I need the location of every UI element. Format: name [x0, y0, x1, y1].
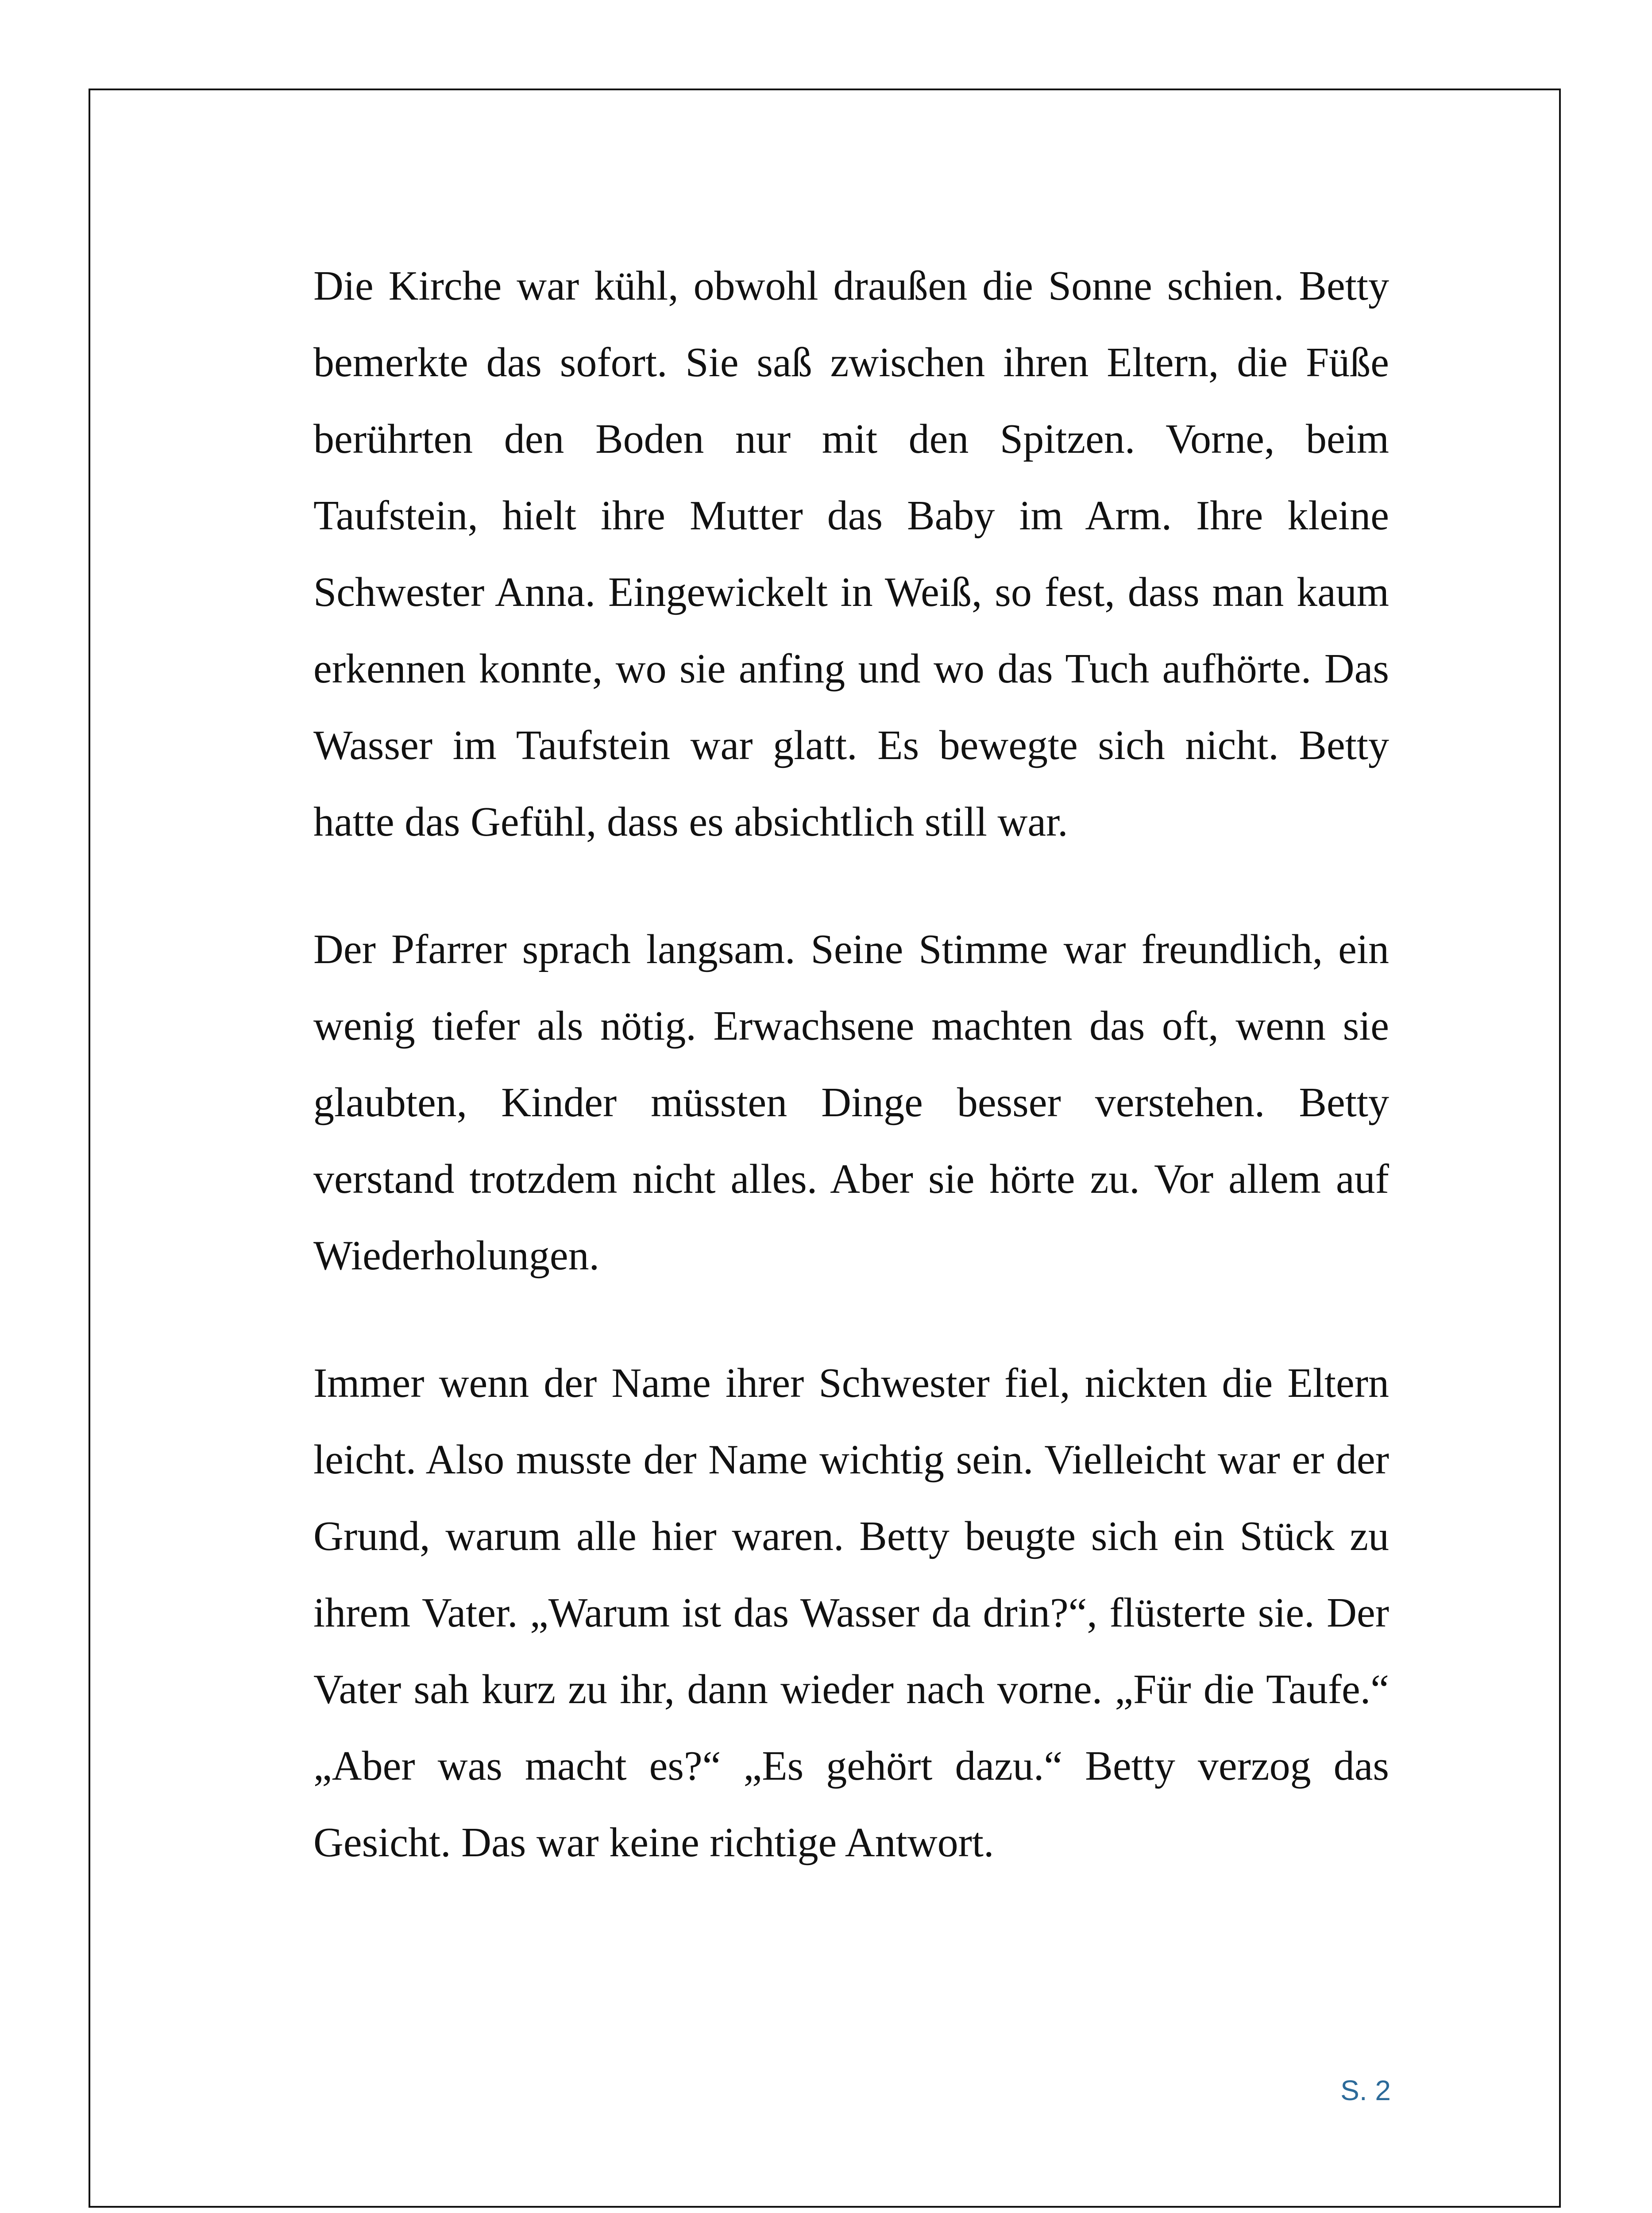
- page-number: S. 2: [1340, 2074, 1391, 2106]
- text-column: [313, 248, 1389, 1881]
- paragraph-1: Die Kirche war kühl, obwohl draußen die Sonne schien. Betty bemerkte das sofort. Sie saß zwischen ihren Eltern, die Füße berührten den Boden nur mit den Spitzen. Vorne, beim Taufstein, hielt ihre Mutter das Baby im Arm. Ihre kleine Schwester Anna. Eingewickelt in Weiß, so fest, dass man kaum erkennen konnte, wo sie anfing und wo das Tuch aufhörte. Das Wasser im Taufstein war glatt. Es bewegte sich nicht. Betty hatte das Gefühl, dass es absichtlich still war.: [313, 263, 1389, 845]
- paragraph-2: Der Pfarrer sprach langsam. Seine Stimme war freundlich, ein wenig tiefer als nötig. Erwachsene machten das oft, wenn sie glaubten, Kinder müssten Dinge besser verstehen. Betty verstand trotzdem nicht alles. Aber sie hörte zu. Vor allem auf Wiederholungen.: [313, 926, 1389, 1279]
- paragraph-3: Immer wenn der Name ihrer Schwester fiel, nickten die Eltern leicht. Also musste der Name wichtig sein. Vielleicht war er der Grund, warum alle hier waren. Betty beugte sich ein Stück zu ihrem Vater. „Warum ist das Wasser da drin?“, flüsterte sie. Der Vater sah kurz zu ihr, dann wieder nach vorne. „Für die Taufe.“ „Aber was macht es?“ „Es gehört dazu.“ Betty verzog das Gesicht. Das war keine richtige Antwort.: [313, 1360, 1389, 1866]
